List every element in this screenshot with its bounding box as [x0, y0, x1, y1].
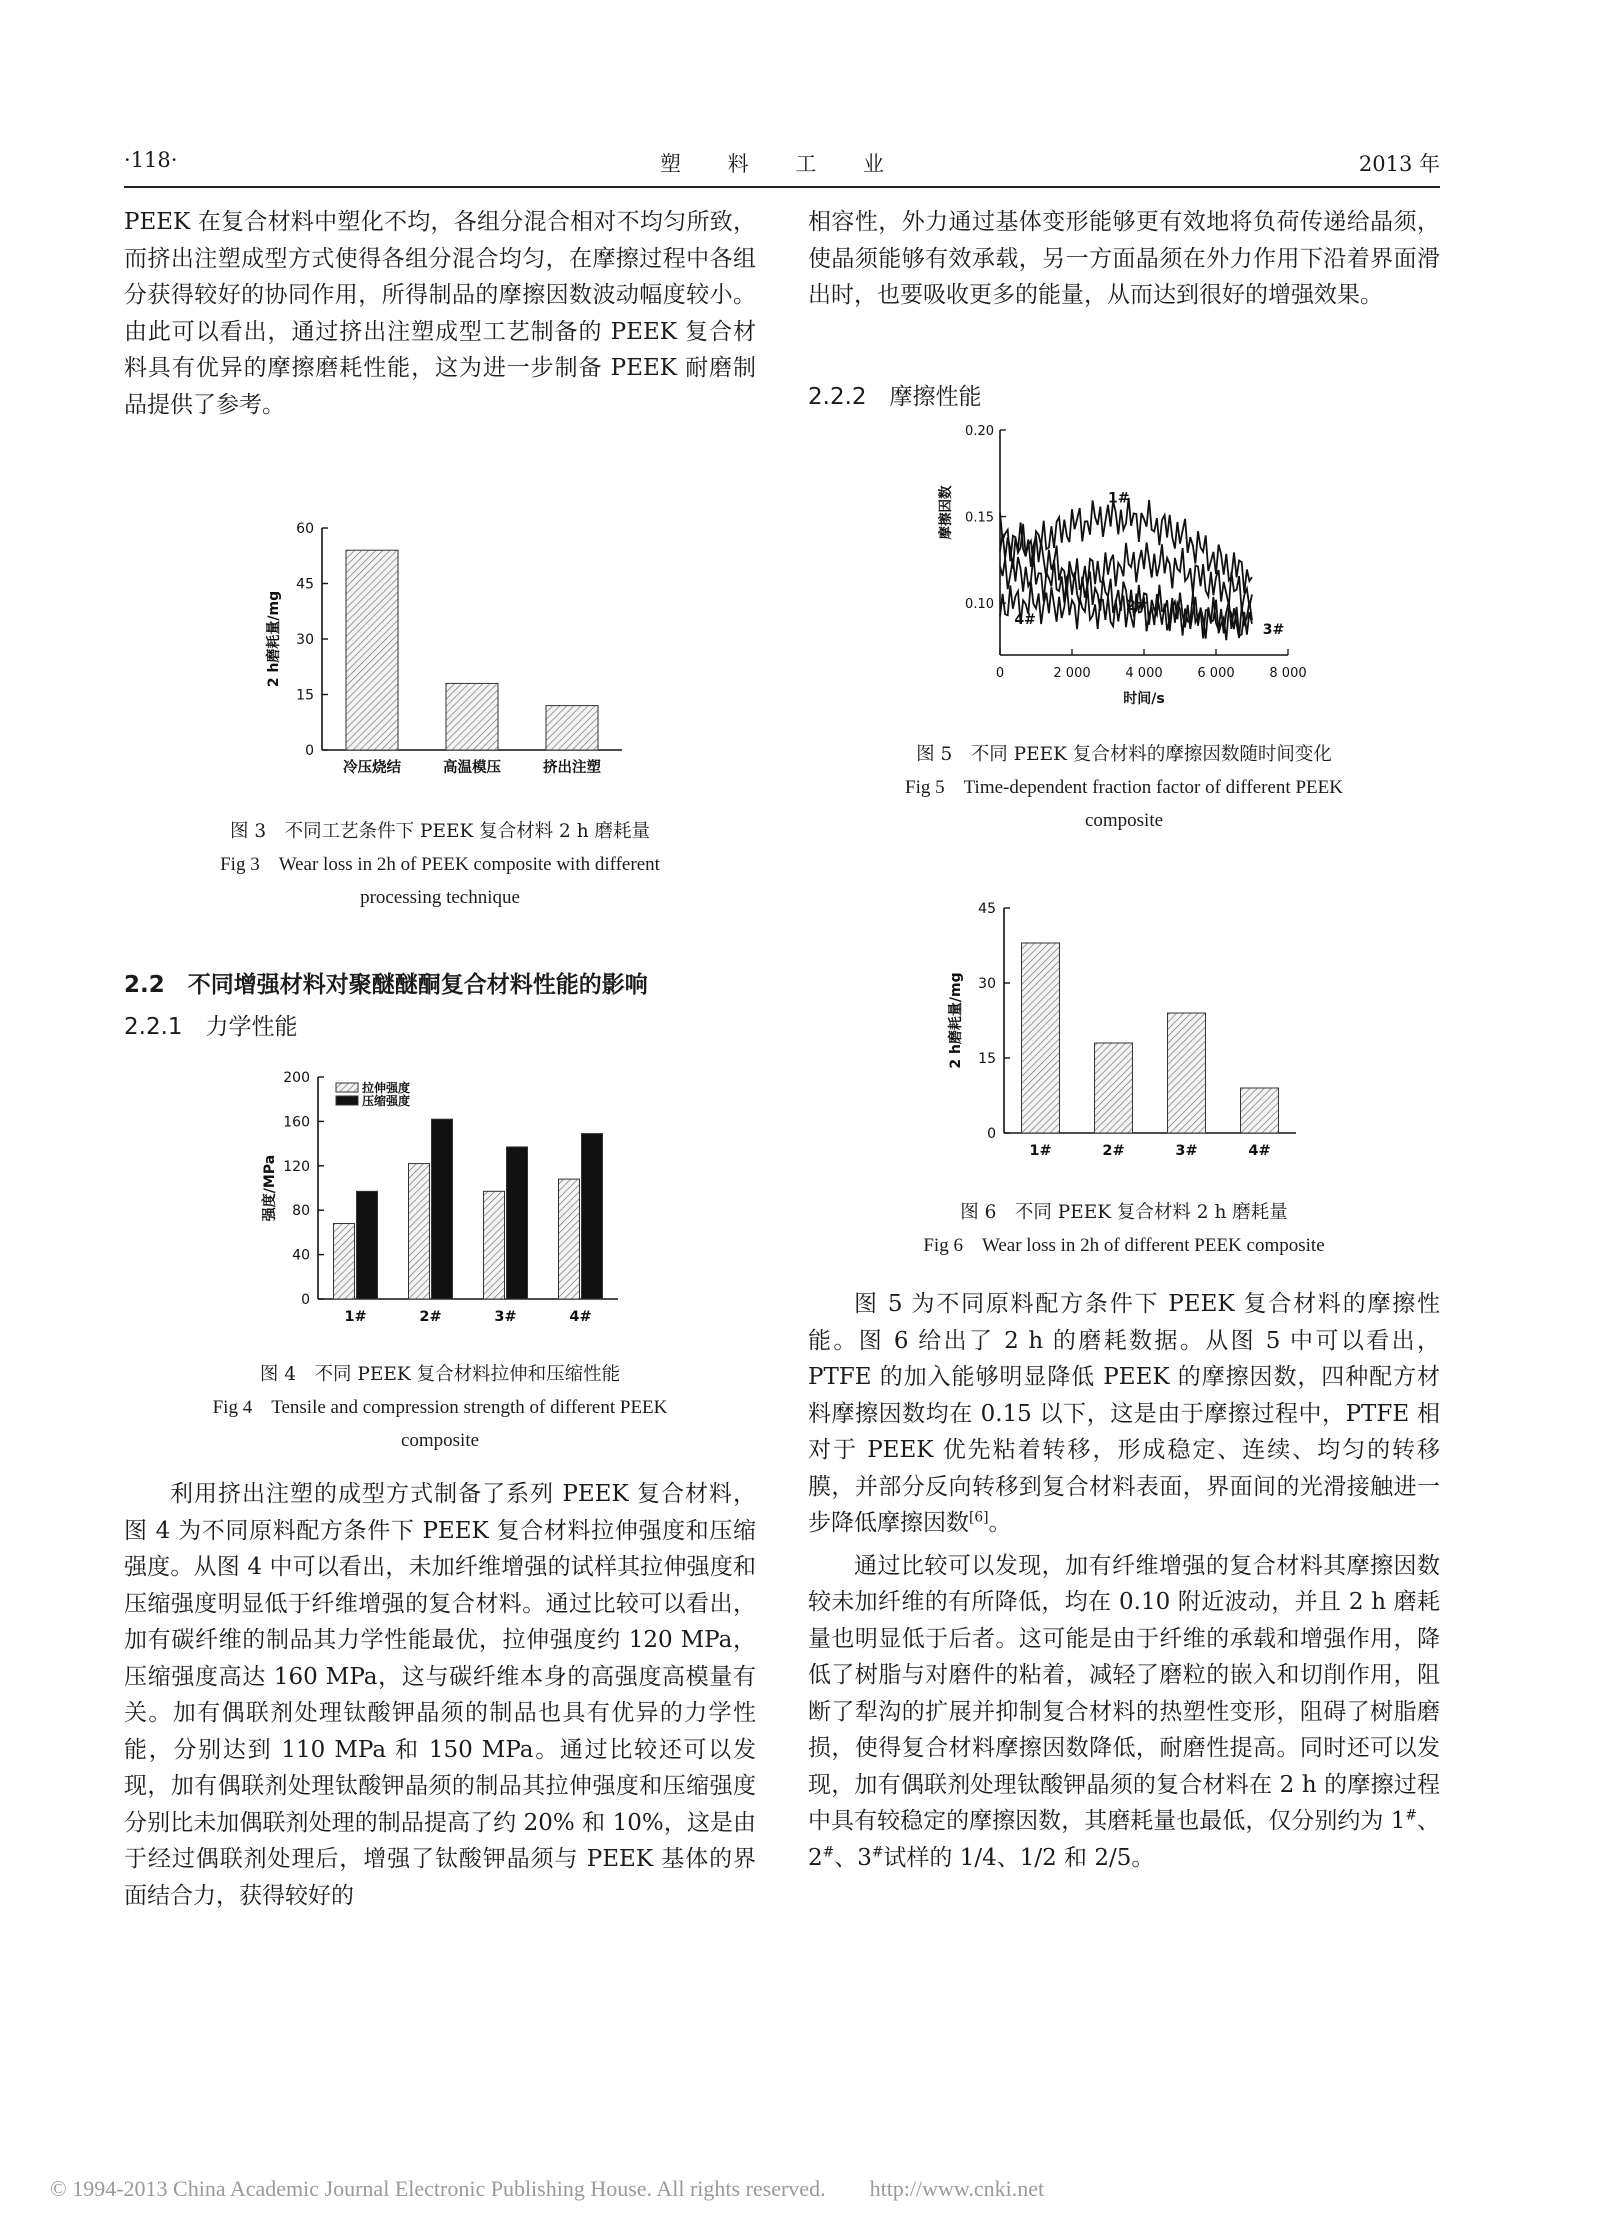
caption-cn: 图 4 不同 PEEK 复合材料拉伸和压缩性能 [259, 1364, 621, 1385]
page-number: ·118· [124, 148, 178, 172]
x-tick-label: 4# [1248, 1143, 1271, 1159]
caption-en: Fig 6 Wear loss in 2h of different PEEK composite [923, 1235, 1325, 1256]
y-tick-label: 45 [978, 901, 996, 917]
series-label: 3# [1262, 622, 1285, 639]
y-tick-label: 0 [305, 743, 314, 759]
y-tick-label: 45 [296, 576, 314, 593]
sample-mark: # [871, 1843, 884, 1860]
bar [507, 1147, 528, 1299]
figure-3-caption [124, 815, 756, 914]
series-label: 1# [1108, 490, 1130, 507]
paragraph [808, 1548, 1440, 1877]
figure-4-caption [124, 1358, 756, 1457]
legend-label: 压缩强度 [362, 1094, 411, 1108]
bar [1022, 943, 1060, 1133]
right-column-bottom [808, 1286, 1440, 1876]
x-tick-label: 6 000 [1197, 666, 1235, 681]
figure-6-chart [950, 900, 1300, 1170]
bar [559, 1179, 580, 1299]
caption-cn: 图 3 不同工艺条件下 PEEK 复合材料 2 h 磨耗量 [229, 821, 651, 842]
y-tick-label: 80 [292, 1203, 310, 1220]
paragraph-text: 通过比较可以发现，加有纤维增强的复合材料其摩擦因数较未加纤维的有所降低，均在 0.10 附近波动，并且 2 h 磨耗量也明显低于后者。这可能是由于纤维的承载和增强作用，降低了树脂与对磨件的粘着，减轻了磨粒的嵌入和切削作用，阻断了犁沟的扩展并抑制复合材料的热塑性变形，阻碍了树脂磨损，使得复合材料摩擦因数降低，耐磨性提高。同时还可以发现，加有偶联剂处理钛酸钾晶须的复合材料在 2 h 的摩擦过程中具有较稳定的摩擦因数，其磨耗量也最低，仅分别约为 1 [808, 1552, 1440, 1834]
x-tick-label: 4# [569, 1309, 592, 1325]
figure-5-chart [930, 420, 1310, 720]
caption-en-cont: composite [400, 1430, 480, 1451]
y-axis-label: 2 h磨耗量/mg [266, 590, 282, 688]
x-tick-label: 2 000 [1053, 666, 1091, 681]
bar [346, 550, 398, 750]
x-tick-label: 8 000 [1269, 666, 1307, 681]
x-tick-label: 0 [995, 666, 1005, 681]
x-tick-label: 2# [1102, 1143, 1125, 1159]
left-column-bottom [124, 1476, 756, 1914]
section-heading-2-2-2: 2.2.2 摩擦性能 [808, 384, 982, 410]
caption-cn: 图 6 不同 PEEK 复合材料 2 h 磨耗量 [960, 1202, 1288, 1223]
bar [432, 1119, 453, 1299]
citation: [6] [969, 1509, 989, 1526]
figure-3-chart [250, 520, 650, 790]
copyright-footer: © 1994-2013 China Academic Journal Electronic Publishing House. All rights reserved. http://www.cnki.net [50, 2176, 1045, 2201]
legend-swatch [336, 1096, 358, 1105]
caption-cn: 图 5 不同 PEEK 复合材料的摩擦因数随时间变化 [916, 744, 1332, 765]
paragraph-text: 、3 [834, 1844, 872, 1871]
y-tick-label: 200 [283, 1070, 310, 1086]
paragraph [808, 1286, 1440, 1542]
x-tick-label: 3# [494, 1309, 517, 1325]
right-column-top [808, 204, 1440, 314]
legend-label: 拉伸强度 [362, 1081, 411, 1095]
paragraph-text: 、2 [808, 1808, 1441, 1871]
y-tick-label: 0 [301, 1292, 310, 1308]
y-axis-label: 强度/MPa [262, 1154, 278, 1222]
bar [334, 1224, 355, 1299]
y-tick-label: 15 [296, 687, 314, 704]
paragraph-text: 试样的 1/4、1/2 和 2/5。 [883, 1844, 1155, 1871]
x-tick-label: 冷压烧结 [343, 760, 401, 776]
bar [484, 1191, 505, 1299]
x-tick-label: 1# [344, 1309, 367, 1325]
section-heading-2-2: 2.2 不同增强材料对聚醚醚酮复合材料性能的影响 [124, 972, 648, 998]
bar [546, 706, 598, 750]
figure-4-chart [260, 1065, 630, 1335]
y-tick-label: 160 [283, 1114, 310, 1131]
y-tick-label: 30 [978, 976, 996, 992]
x-tick-label: 2# [419, 1309, 442, 1325]
journal-name: 塑 料 工 业 [659, 152, 905, 176]
x-tick-label: 1# [1029, 1143, 1052, 1159]
x-tick-label: 高温模压 [443, 760, 501, 776]
issue-year: 2013 年 [1358, 152, 1440, 176]
figure-6-caption [808, 1196, 1440, 1262]
x-tick-label: 3# [1175, 1143, 1198, 1159]
bar [409, 1164, 430, 1299]
caption-en-cont: processing technique [360, 887, 520, 908]
bar [357, 1191, 378, 1299]
y-tick-label: 15 [978, 1051, 996, 1067]
x-tick-label: 挤出注塑 [543, 760, 601, 776]
caption-en: Fig 3 Wear loss in 2h of PEEK composite with different [220, 854, 660, 875]
paragraph: 相容性，外力通过基体变形能够更有效地将负荷传递给晶须，使晶须能够有效承载，另一方面晶须在外力作用下沿着界面滑出时，也要吸收更多的能量，从而达到很好的增强效果。 [808, 209, 1440, 308]
sample-mark: # [822, 1843, 835, 1860]
bar [1241, 1088, 1279, 1133]
y-axis-label: 2 h磨耗量/mg [948, 972, 964, 1069]
y-tick-label: 120 [283, 1158, 310, 1175]
bar [1095, 1043, 1133, 1133]
caption-en: Fig 5 Time-dependent fraction factor of different PEEK [905, 777, 1343, 798]
series-label: 2# [1126, 598, 1148, 614]
bar [446, 683, 498, 750]
caption-en-cont: composite [1084, 810, 1164, 831]
paragraph-text: 。 [988, 1510, 1012, 1536]
y-tick-label: 0.20 [965, 424, 994, 439]
y-tick-label: 60 [296, 521, 314, 537]
left-column-top [124, 204, 756, 423]
x-tick-label: 4 000 [1125, 666, 1163, 681]
bar [1168, 1013, 1206, 1133]
sample-mark: # [1405, 1807, 1417, 1824]
legend-swatch [336, 1083, 358, 1092]
paragraph-text: 图 5 为不同原料配方条件下 PEEK 复合材料的摩擦性能。图 6 给出了 2 h 的磨耗数据。从图 5 中可以看出，PTFE 的加入能够明显降低 PEEK 的摩擦因数，四种配方材料摩擦因数均在 0.15 以下，这是由于摩擦过程中，PTFE 相对于 PEEK 优先粘着转移，形成稳定、连续、均匀的转移膜，并部分反向转移到复合材料表面，界面间的光滑接触进一步降低摩擦因数 [808, 1291, 1440, 1536]
paragraph: 利用挤出注塑的成型方式制备了系列 PEEK 复合材料，图 4 为不同原料配方条件下 PEEK 复合材料拉伸强度和压缩强度。从图 4 中可以看出，未加纤维增强的试样其拉伸强度和压缩强度明显低于纤维增强的复合材料。通过比较可以看出，加有碳纤维的制品其力学性能最优，拉伸强度约 120 MPa，压缩强度高达 160 MPa，这与碳纤维本身的高强度高模量有关。加有偶联剂处理钛酸钾晶须的制品也具有优异的力学性能，分别达到 110 MPa 和 150 MPa。通过比较还可以发现，加有偶联剂处理钛酸钾晶须的制品其拉伸强度和压缩强度分别比未加偶联剂处理的制品提高了约 20% 和 10%，这是由于经过偶联剂处理后，增强了钛酸钾晶须与 PEEK 基体的界面结合力，获得较好的 [124, 1481, 756, 1909]
running-header [124, 142, 1440, 188]
bar [582, 1134, 603, 1299]
series-label: 4# [1014, 611, 1036, 628]
y-tick-label: 0.10 [965, 597, 994, 613]
section-heading-2-2-1: 2.2.1 力学性能 [124, 1014, 298, 1040]
y-tick-label: 30 [296, 632, 314, 648]
caption-en: Fig 4 Tensile and compression strength of different PEEK [212, 1397, 668, 1418]
x-axis-label: 时间/s [1123, 691, 1165, 707]
paragraph: PEEK 在复合材料中塑化不均，各组分混合相对不均匀所致，而挤出注塑成型方式使得各组分混合均匀，在摩擦过程中各组分获得较好的协同作用，所得制品的摩擦因数波动幅度较小。由此可以看出，通过挤出注塑成型工艺制备的 PEEK 复合材料具有优异的摩擦磨耗性能，这为进一步制备 PEEK 耐磨制品提供了参考。 [124, 209, 756, 418]
y-axis-label: 摩擦因数 [938, 485, 954, 540]
y-tick-label: 40 [292, 1247, 310, 1264]
y-tick-label: 0 [987, 1126, 996, 1142]
figure-5-caption [808, 738, 1440, 837]
y-tick-label: 0.15 [965, 510, 994, 526]
